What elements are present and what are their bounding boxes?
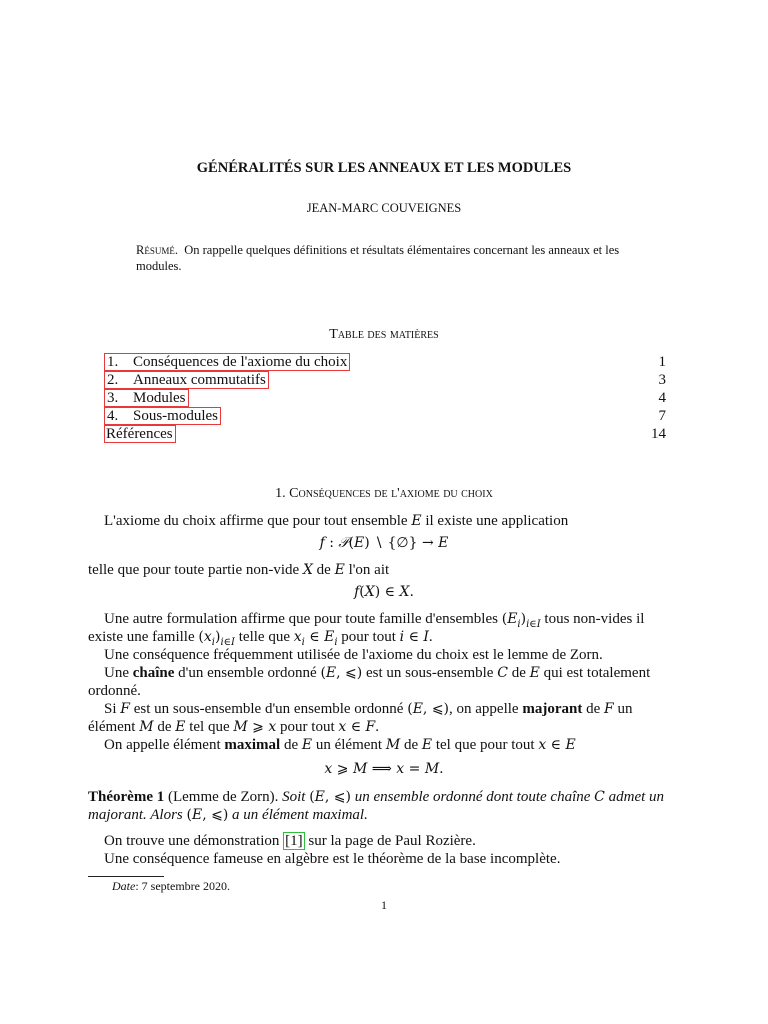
equation: f(X) ∈ X. (354, 584, 414, 600)
toc-page: 3 (658, 372, 666, 388)
toc-page: 1 (658, 354, 666, 370)
toc-link[interactable]: 4. Sous-modules (104, 407, 221, 425)
toc-page: 7 (658, 408, 666, 424)
equation: f : 𝒫(E) ∖ {∅} → E (319, 535, 449, 551)
paragraph: Une conséquence fameuse en algèbre est le théorème de la base incomplète. (104, 851, 561, 867)
toc-link[interactable]: 2. Anneaux commutatifs (104, 371, 269, 389)
author: JEAN-MARC COUVEIGNES (306, 201, 462, 215)
abstract-text: On rappelle quelques définitions et résultats élémentaires concernant les anneaux et les (184, 243, 620, 257)
toc-link[interactable]: Références (104, 425, 176, 443)
toc-title: Table des matières (329, 327, 439, 342)
footnote: Date: 7 septembre 2020. (112, 879, 230, 893)
paragraph: Une chaîne d'un ensemble ordonné (E, ⩽) est un sous-ensemble C de E qui est totalement (104, 665, 651, 681)
paragraph: On trouve une démonstration [1] sur la page de Paul Rozière. (104, 833, 476, 849)
paper-title: GÉNÉRALITÉS SUR LES ANNEAUX ET LES MODULES (196, 160, 572, 176)
equation: x ⩾ M ⟹ x = M. (324, 761, 444, 777)
toc-page: 14 (651, 426, 666, 442)
toc-link[interactable]: 3. Modules (104, 389, 189, 407)
toc-entry[interactable] (104, 354, 666, 372)
toc-page: 4 (658, 390, 666, 406)
paragraph: Si F est un sous-ensemble d'un ensemble ordonné (E, ⩽), on appelle majorant de F un (104, 701, 633, 717)
page-number: 1 (381, 898, 387, 912)
paragraph: existe une famille $(x_i)_{i\in I}$ telle que $x_i$ ∈ $E_i$ pour tout i ∈ I. (88, 629, 433, 648)
section-heading: 1. Conséquences de l'axiome du choix (275, 486, 493, 501)
toc-entry[interactable] (104, 408, 666, 426)
citation-link[interactable]: [1] (285, 833, 303, 849)
paragraph: telle que pour toute partie non-vide X de E l'on ait (88, 562, 390, 578)
abstract-label: Résumé. (136, 243, 178, 257)
paragraph: On appelle élément maximal de E un élément M de E tel que pour tout x ∈ E (104, 737, 576, 753)
toc-entry[interactable] (104, 372, 666, 390)
abstract-text-2: modules. (136, 259, 182, 273)
paragraph: Une conséquence fréquemment utilisée de l'axiome du choix est le lemme de Zorn. (104, 647, 603, 663)
paragraph: L'axiome du choix affirme que pour tout ensemble E il existe une application (104, 513, 569, 529)
toc-link[interactable]: 1. Conséquences de l'axiome du choix (104, 353, 350, 371)
toc-entry[interactable] (104, 390, 666, 408)
toc-entry[interactable] (104, 426, 666, 444)
abstract (136, 242, 630, 274)
paragraph: Une autre formulation affirme que pour toute famille d'ensembles $(E_i)_{i\in I}$ tous non-vides il (104, 611, 645, 630)
theorem: Théorème 1 (Lemme de Zorn). Soit (E, ⩽) un ensemble ordonné dont toute chaîne C admet un (88, 789, 665, 805)
paragraph: ordonné. (88, 683, 141, 699)
footnote-rule (88, 876, 164, 877)
paragraph: élément M de E tel que M ⩾ x pour tout x ∈ F. (88, 719, 380, 735)
theorem: majorant. Alors (E, ⩽) a un élément maximal. (88, 807, 368, 823)
